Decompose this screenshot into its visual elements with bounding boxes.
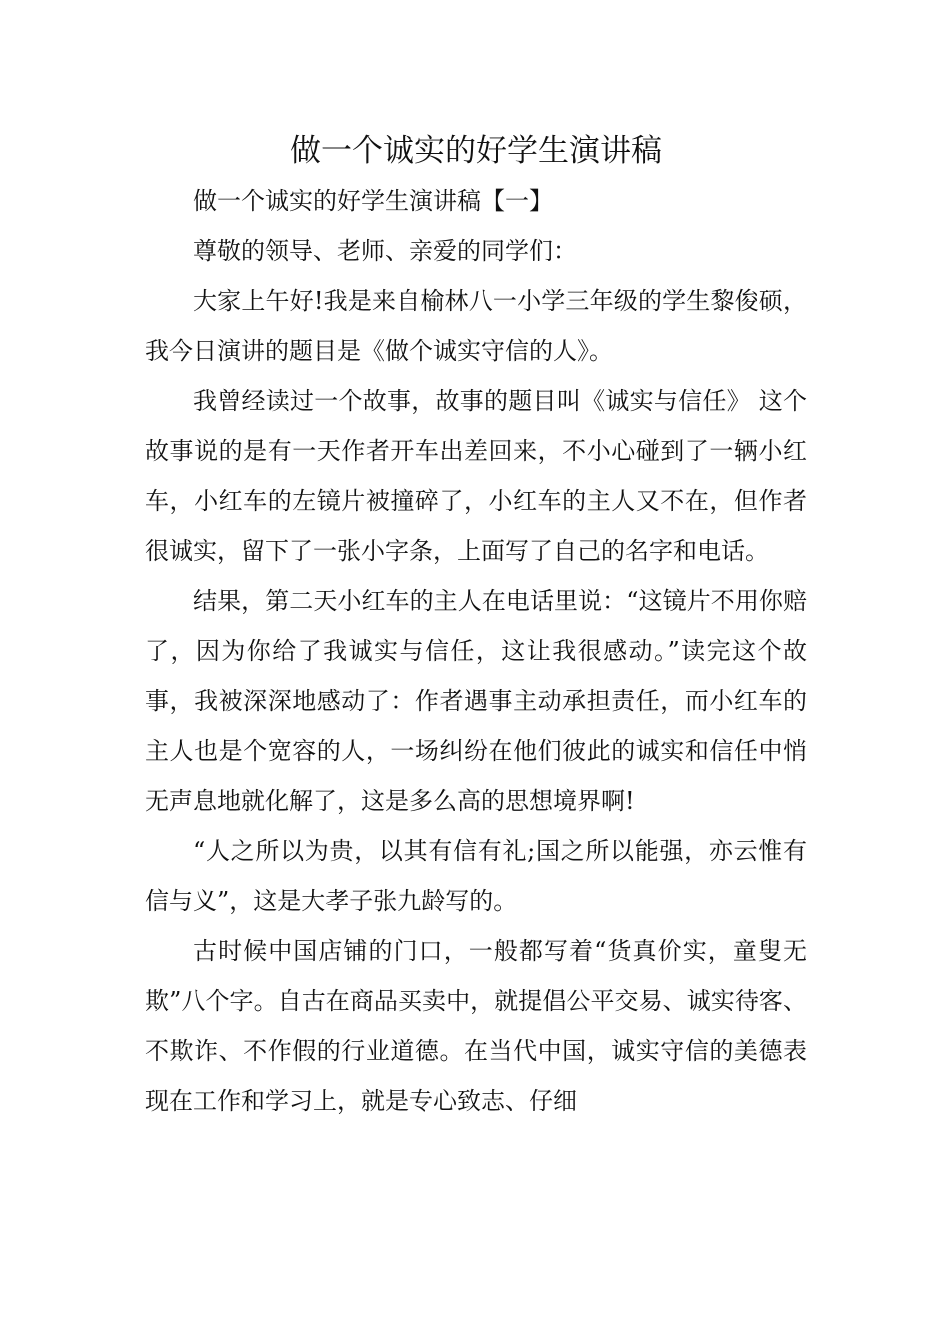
document-page [145,126,807,1126]
paragraph-result: 结果，第二天小红车的主人在电话里说：“这镜片不用你赔了，因为你给了我诚实与信任，这让我很感动。”读完这个故事，我被深深地感动了：作者遇事主动承担责任，而小红车的主人也是个宽容的人，一场纠纷在他们彼此的诚实和信任中悄无声息地就化解了，这是多么高的思想境界啊! [145,587,807,815]
paragraph-intro: 大家上午好!我是来自榆林八一小学三年级的学生黎俊硕，我今日演讲的题目是《做个诚实守信的人》。 [145,287,807,365]
paragraph-subtitle: 做一个诚实的好学生演讲稿【一】 [193,187,553,215]
paragraph-history: 古时候中国店铺的门口，一般都写着“货真价实，童叟无欺”八个字。自古在商品买卖中，就提倡公平交易、诚实待客、不欺诈、不作假的行业道德。在当代中国，诚实守信的美德表现在工作和学习上，就是专心致志、仔细 [145,937,807,1115]
document-title: 做一个诚实的好学生演讲稿 [290,133,662,169]
paragraph-story: 我曾经读过一个故事，故事的题目叫《诚实与信任》 这个故事说的是有一天作者开车出差回来，不小心碰到了一辆小红车，小红车的左镜片被撞碎了，小红车的主人又不在，但作者很诚实，留下了一张小字条，上面写了自己的名字和电话。 [145,387,807,565]
paragraph-quote: “人之所以为贵，以其有信有礼;国之所以能强，亦云惟有信与义”，这是大孝子张九龄写的。 [145,837,807,915]
paragraph-greeting: 尊敬的领导、老师、亲爱的同学们： [193,237,577,265]
